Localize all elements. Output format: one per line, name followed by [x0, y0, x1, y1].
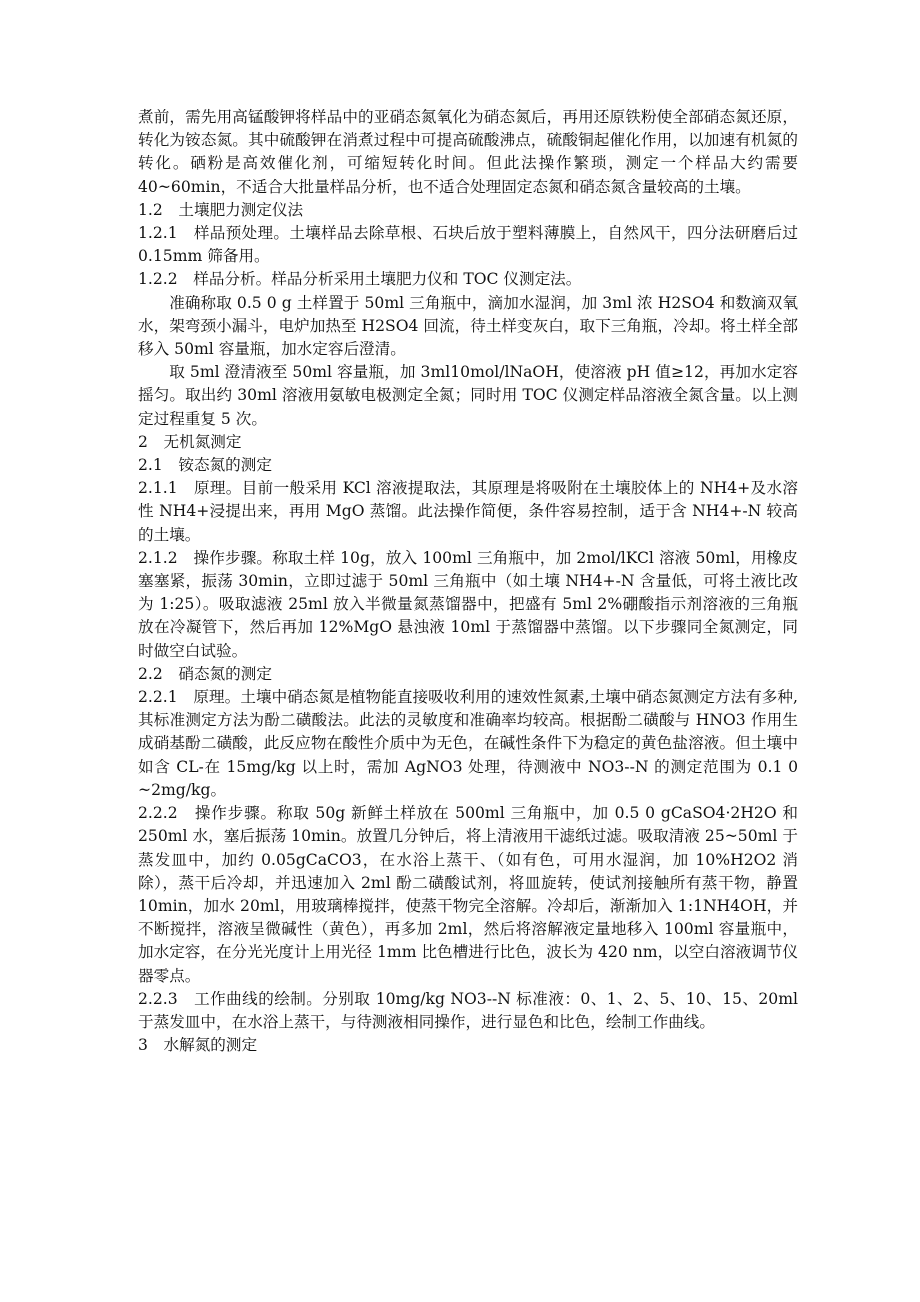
paragraph-1-2-2: 1.2.2 样品分析。样品分析采用土壤肥力仪和 TOC 仪测定法。: [138, 270, 582, 289]
paragraph-2-1-1: 2.1.1 原理。目前一般采用 KCl 溶液提取法，其原理是将吸附在土壤胶体上的 NH4+及水溶性 NH4+浸提出来，再用 MgO 蒸馏。此法操作简便，条件容易控制，适于含 NH4+-N 较高的土壤。: [138, 479, 798, 544]
heading-2: 2 无机氮测定: [138, 432, 242, 451]
paragraph-measurement: 取 5ml 澄清液至 50ml 容量瓶，加 3ml10mol/lNaOH，使溶液 pH 值≥12，再加水定容摇匀。取出约 30ml 溶液用氨敏电极测定全氮；同时用 TOC 仪测定样品溶液全氮含量。以上测定过程重复 5 次。: [138, 363, 798, 428]
paragraph-2-2-1: 2.2.1 原理。土壤中硝态氮是植物能直接吸收利用的速效性氮素,土壤中硝态氮测定方法有多种,其标准测定方法为酚二磺酸法。此法的灵敏度和准确率均较高。根据酚二磺酸与 HNO3 作用生成硝基酚二磺酸，此反应物在酸性介质中为无色，在碱性条件下为稳定的黄色盐溶液。但土壤中如含 CL-在 15mg/kg 以上时，需加 AgNO3 处理，待测液中 NO3--N 的测定范围为 0.1 0 ~2mg/kg。: [138, 688, 798, 799]
heading-1-2: 1.2 土壤肥力测定仪法: [138, 200, 304, 219]
heading-2-2: 2.2 硝态氮的测定: [138, 664, 272, 683]
paragraph-1-2-1: 1.2.1 样品预处理。土壤样品去除草根、石块后放于塑料薄膜上，自然风干，四分法研磨后过 0.15mm 筛备用。: [138, 224, 798, 266]
paragraph-2-1-2: 2.1.2 操作步骤。称取土样 10g，放入 100ml 三角瓶中，加 2mol/lKCl 溶液 50ml，用橡皮塞塞紧，振荡 30min，立即过滤于 50ml 三角瓶中（如土壤 NH4+-N 含量低，可将土液比改为 1:25）。吸取滤液 25ml 放入半微量氮蒸馏器中，把盛有 5ml 2%硼酸指示剂溶液的三角瓶放在冷凝管下，然后再加 12%MgO 悬浊液 10ml 于蒸馏器中蒸馏。以下步骤同全氮测定，同时做空白试验。: [138, 548, 798, 660]
heading-2-1: 2.1 铵态氮的测定: [138, 456, 272, 475]
paragraph-2-2-3: 2.2.3 工作曲线的绘制。分别取 10mg/kg NO3--N 标准液：0、1、2、5、10、15、20ml 于蒸发皿中，在水浴上蒸干，与待测液相同操作，进行显色和比色，绘制工作曲线。: [138, 989, 798, 1031]
paragraph-digestion-intro: 煮前，需先用高锰酸钾将样品中的亚硝态氮氧化为硝态氮后，再用还原铁粉使全部硝态氮还原，转化为铵态氮。其中硫酸钾在消煮过程中可提高硫酸沸点，硫酸铜起催化作用，以加速有机氮的转化。硒粉是高效催化剂，可缩短转化时间。但此法操作繁琐，测定一个样品大约需要 40~60min，不适合大批量样品分析，也不适合处理固定态氮和硝态氮含量较高的土壤。: [138, 108, 798, 196]
paragraph-weighing: 准确称取 0.5 0 g 土样置于 50ml 三角瓶中，滴加水湿润，加 3ml 浓 H2SO4 和数滴双氧水，架弯颈小漏斗，电炉加热至 H2SO4 回流，待土样变灰白，取下三角瓶，冷却。将土样全部移入 50ml 容量瓶，加水定容后澄清。: [138, 293, 798, 359]
heading-3: 3 水解氮的测定: [138, 1036, 258, 1055]
paragraph-2-2-2: 2.2.2 操作步骤。称取 50g 新鲜土样放在 500ml 三角瓶中，加 0.5 0 gCaSO4·2H2O 和 250ml 水，塞后振荡 10min。放置几分钟后，将上清液用干滤纸过滤。吸取清液 25~50ml 于蒸发皿中，加约 0.05gCaCO3，在水浴上蒸干、（如有色，可用水湿润，加 10%H2O2 消除），蒸干后冷却，并迅速加入 2ml 酚二磺酸试剂，将皿旋转，使试剂接触所有蒸干物，静置 10min，加水 20ml，用玻璃棒搅拌，使蒸干物完全溶解。冷却后，渐渐加入 1:1NH4OH，并不断搅拌，溶液呈微碱性（黄色），再多加 2ml，然后将溶解液定量地移入 100ml 容量瓶中，加水定容，在分光光度计上用光径 1mm 比色槽进行比色，波长为 420 nm，以空白溶液调节仪器零点。: [138, 804, 798, 985]
document-page: [138, 106, 798, 1057]
